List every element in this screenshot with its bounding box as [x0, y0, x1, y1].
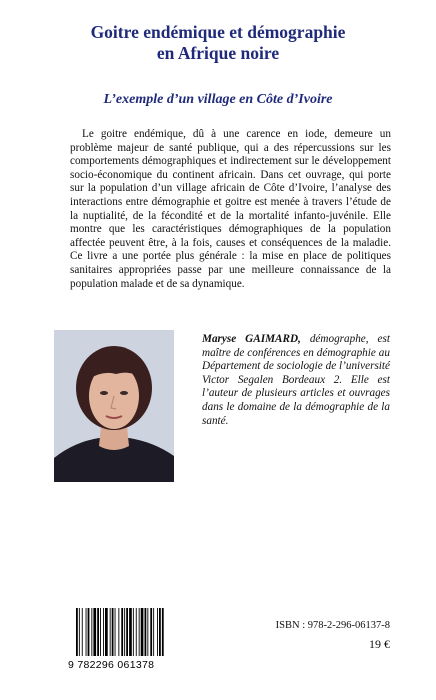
title-line-1: Goitre endémique et démographie	[90, 22, 346, 42]
barcode-digits: 9 782296 061378	[68, 659, 155, 670]
barcode	[66, 608, 188, 670]
author-portrait-image	[54, 330, 174, 482]
title-line-2: en Afrique noire	[156, 43, 280, 63]
author-name: Maryse GAIMARD,	[202, 333, 301, 345]
author-bio-text: démographe, est maître de conférences en démographie au Département de sociologie de l’université Victor Segalen Bordeaux 2. Elle est l’auteur de plusieurs articles et ouvrages dans le domaine de la démographie de la santé.	[202, 333, 390, 427]
back-cover-blurb: Le goitre endémique, dû à une carence en iode, demeure un problème majeur de santé publique, qui a des répercussions sur les comportements démographiques et indirectement sur le développement socio-économique du continent africain. Dans cet ouvrage, qui porte sur la population d’un village africain de Côte d’Ivoire, l’analyse des interactions entre démographie et goitre est menée à travers l’étude de la nuptialité, de la fécondité et de la mortalité infanto-juvénile. Elle montre que les caractéristiques démographiques de la population affectée peuvent être, à la fois, causes et conséquences de la maladie. Ce livre a une portée plus générale : la mise en place de politiques sanitaires appropriées passe par une meilleure connaissance de la population malade et de sa dynamique.	[70, 128, 391, 290]
book-subtitle: L’exemple d’un village en Côte d’Ivoire	[103, 92, 333, 107]
author-bio	[202, 333, 390, 428]
barcode-bars	[66, 608, 188, 670]
author-photo	[54, 330, 174, 482]
isbn-number: ISBN : 978-2-296-06137-8	[275, 620, 390, 631]
price: 19 €	[369, 637, 390, 651]
book-title	[0, 22, 436, 64]
